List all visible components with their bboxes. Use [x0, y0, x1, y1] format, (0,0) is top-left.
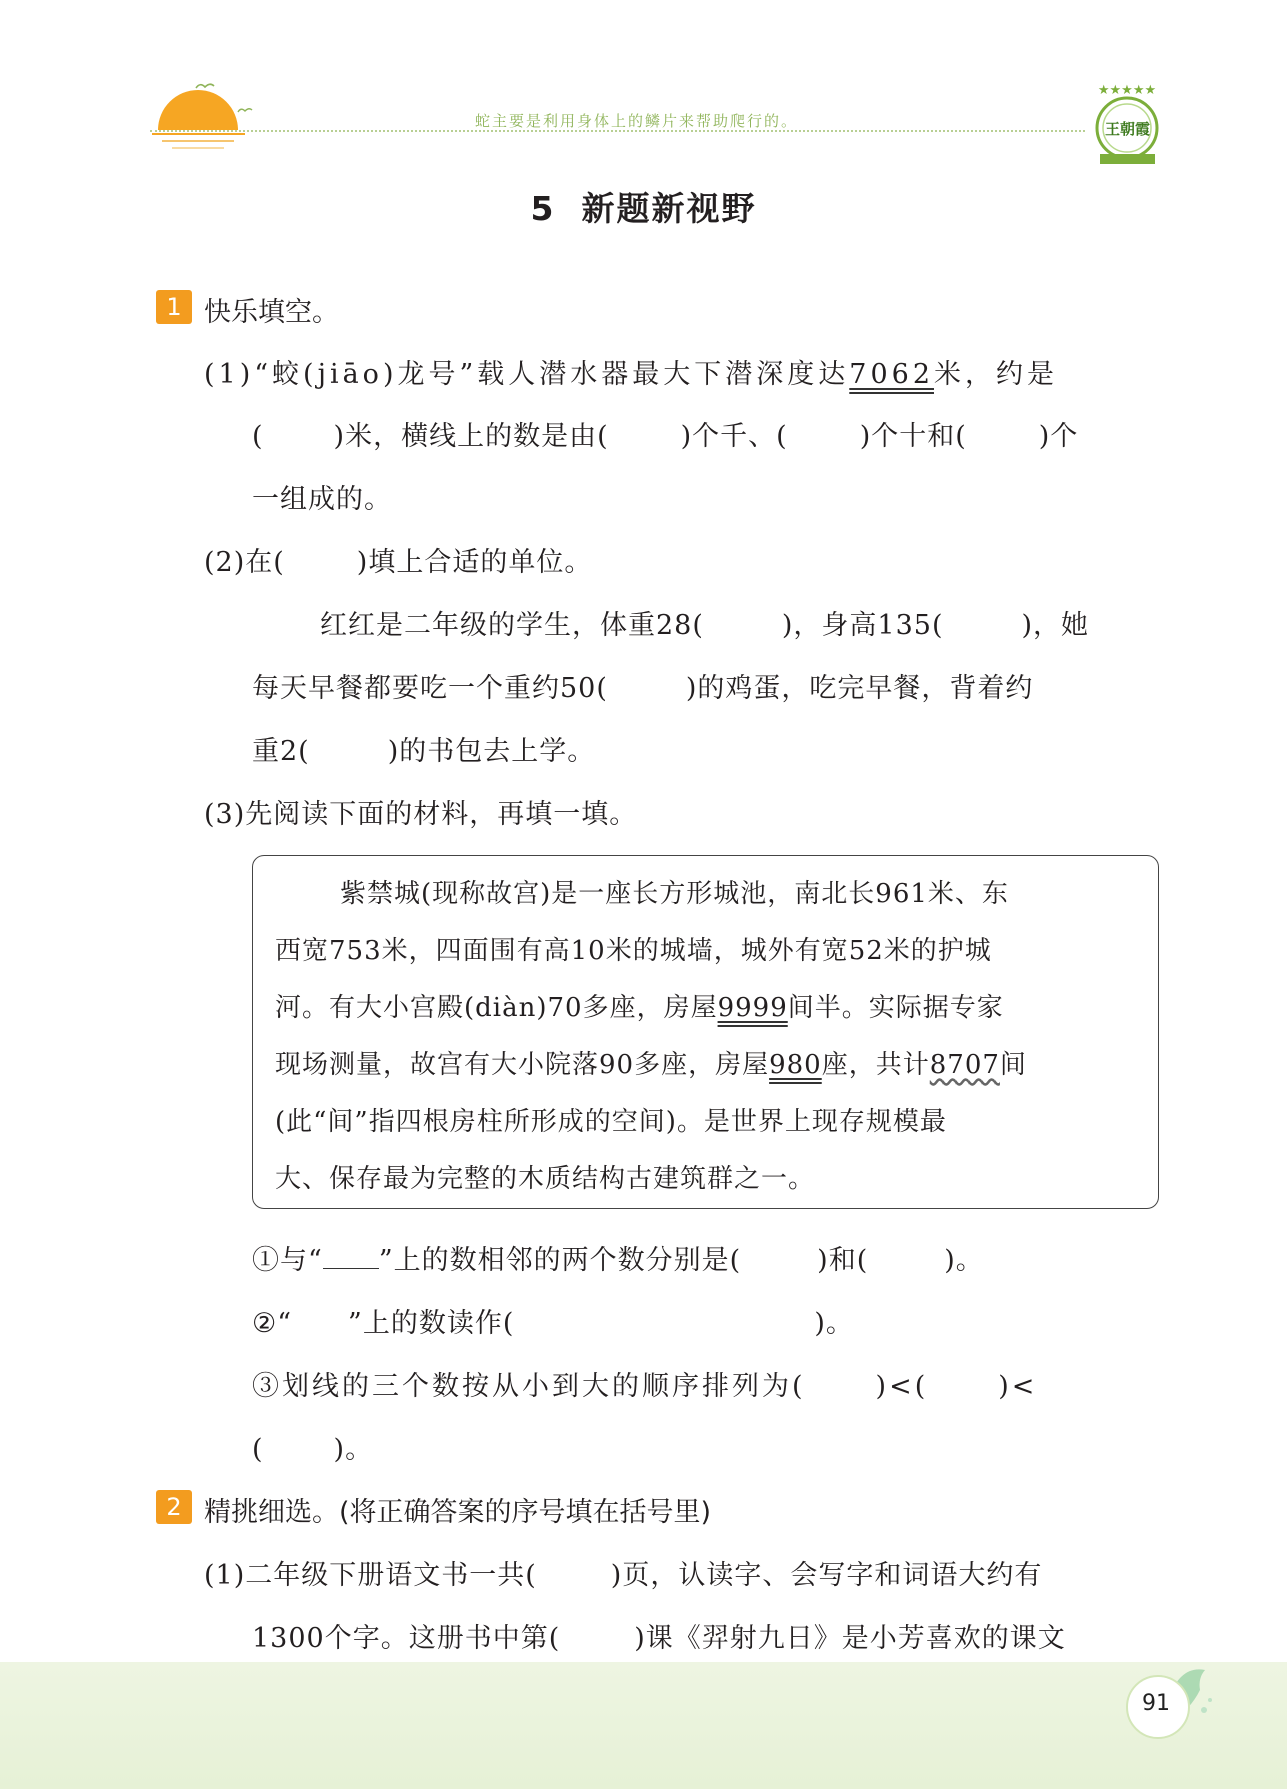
straight-underline-sample: [323, 1241, 379, 1269]
brand-logo: [1090, 78, 1165, 168]
q1-line1: (1)“蛟(jiāo)龙号”载人潜水器最大下潜深度达7062米，约是: [204, 359, 1058, 390]
q2-line4: 重2( )的书包去上学。: [252, 736, 596, 767]
s2-q1-line1: (1)二年级下册语文书一共( )页，认读字、会写字和词语大约有: [204, 1560, 1043, 1591]
underlined-number-980: 980: [769, 1050, 822, 1080]
wavy-underline-sample: [292, 1308, 348, 1335]
q3-intro: (3)先阅读下面的材料，再填一填。: [204, 799, 638, 830]
q1-line2: ( )米，横线上的数是由( )个千、( )个十和( )个: [252, 421, 1079, 452]
q2-line2: 红红是二年级的学生，体重28( )，身高135( )，她: [320, 610, 1090, 641]
q2-line1: (2)在( )填上合适的单位。: [204, 547, 593, 578]
s2-q1-line2: 1300个字。这册书中第( )课《羿射九日》是小芳喜欢的课文: [252, 1623, 1066, 1654]
page-title: [0, 183, 1287, 230]
page-number: 91: [1142, 1691, 1170, 1716]
section-title-2: 精挑细选。(将正确答案的序号填在括号里): [204, 1497, 712, 1528]
q3-sub2: ②“ ”上的数读作( )。: [252, 1308, 854, 1339]
q3-sub1: ①与“ ”上的数相邻的两个数分别是( )和( )。: [252, 1238, 984, 1277]
svg-text:★★★★★: ★★★★★: [1097, 83, 1157, 98]
section-badge-1: 1: [156, 290, 192, 324]
underlined-number-7062: 7062: [849, 359, 934, 390]
logo-text: 王朝霞: [1104, 120, 1150, 138]
q2-line3: 每天早餐都要吃一个重约50( )的鸡蛋，吃完早餐，背着约: [252, 673, 1034, 704]
q1-line3: 一组成的。: [252, 484, 392, 515]
box-line3: 河。有大小宫殿(diàn)70多座，房屋9999间半。实际据专家: [275, 993, 1004, 1023]
footer-band: [0, 1662, 1287, 1789]
header-tagline: 蛇主要是利用身体上的鳞片来帮助爬行的。: [475, 112, 799, 130]
box-line5: (此“间”指四根房柱所形成的空间)。是世界上现存规模最: [275, 1107, 947, 1137]
q3-sub3-cont: ( )。: [252, 1434, 374, 1465]
box-line6: 大、保存最为完整的木质结构古建筑群之一。: [275, 1164, 816, 1194]
box-line4: 现场测量，故宫有大小院落90多座，房屋980座，共计8707间: [275, 1050, 1027, 1080]
box-line1: 紫禁城(现称故宫)是一座长方形城池，南北长961米、东: [340, 879, 1009, 909]
lesson-number: 5: [530, 189, 556, 228]
box-line2: 西宽753米，四面围有高10米的城墙，城外有宽52米的护城: [275, 936, 992, 966]
lesson-title: 新题新视野: [581, 189, 757, 228]
bird-icon-small: [237, 106, 253, 116]
section-badge-2: 2: [156, 1490, 192, 1524]
underlined-number-9999: 9999: [717, 993, 788, 1023]
bird-icon: [195, 80, 215, 92]
wavy-underlined-number-8707: 8707: [929, 1050, 1000, 1080]
q3-sub3: ③划线的三个数按从小到大的顺序排列为( )<( )<: [252, 1371, 1038, 1402]
section-title-1: 快乐填空。: [204, 297, 339, 328]
